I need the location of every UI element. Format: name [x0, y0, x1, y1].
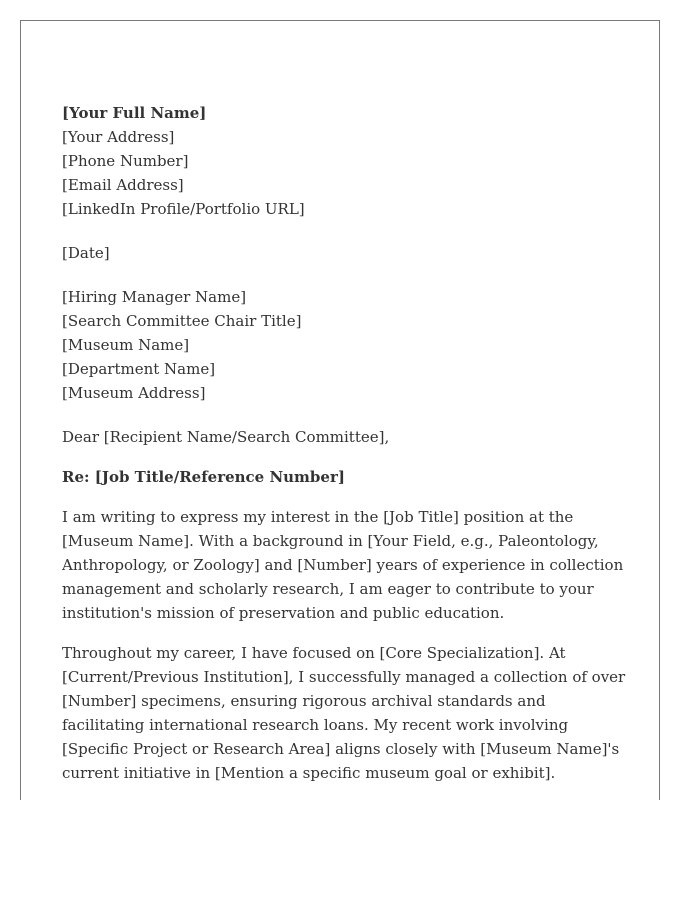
letter-date: [Date]	[62, 244, 110, 262]
body-paragraph-2: Throughout my career, I have focused on [Core Specialization]. At [Current/Previous Institution], I successfully managed a collection of over [Number] specimens, ensuring rigorous archival standards and facilitating international research loans. My recent work involving [Specific Project or Research Area] aligns closely with [Museum Name]'s current initiative in [Mention a specific museum goal or exhibit].	[62, 644, 626, 782]
recipient-chair-title: [Search Committee Chair Title]	[62, 312, 302, 330]
recipient-museum: [Museum Name]	[62, 336, 190, 354]
letter-page	[20, 20, 660, 800]
subject-block	[62, 465, 632, 489]
sender-address: [Your Address]	[62, 128, 175, 146]
recipient-block	[62, 285, 632, 405]
letter-content	[62, 101, 632, 785]
body-paragraph-1-block	[62, 505, 632, 625]
sender-linkedin: [LinkedIn Profile/Portfolio URL]	[62, 200, 305, 218]
body-paragraph-1: I am writing to express my interest in the [Job Title] position at the [Museum Name]. With a background in [Your Field, e.g., Paleontology, Anthropology, or Zoology] and [Number] years of experience in collection management and scholarly research, I am eager to contribute to your institution's mission of preservation and public education.	[62, 508, 624, 622]
date-block	[62, 241, 632, 265]
sender-block	[62, 101, 632, 221]
salutation: Dear [Recipient Name/Search Committee],	[62, 428, 390, 446]
sender-name: [Your Full Name]	[62, 104, 207, 122]
recipient-manager: [Hiring Manager Name]	[62, 288, 247, 306]
recipient-address: [Museum Address]	[62, 384, 206, 402]
subject-line: Re: [Job Title/Reference Number]	[62, 468, 345, 486]
sender-phone: [Phone Number]	[62, 152, 189, 170]
sender-email: [Email Address]	[62, 176, 184, 194]
recipient-department: [Department Name]	[62, 360, 216, 378]
salutation-block	[62, 425, 632, 449]
body-paragraph-2-block	[62, 641, 632, 785]
